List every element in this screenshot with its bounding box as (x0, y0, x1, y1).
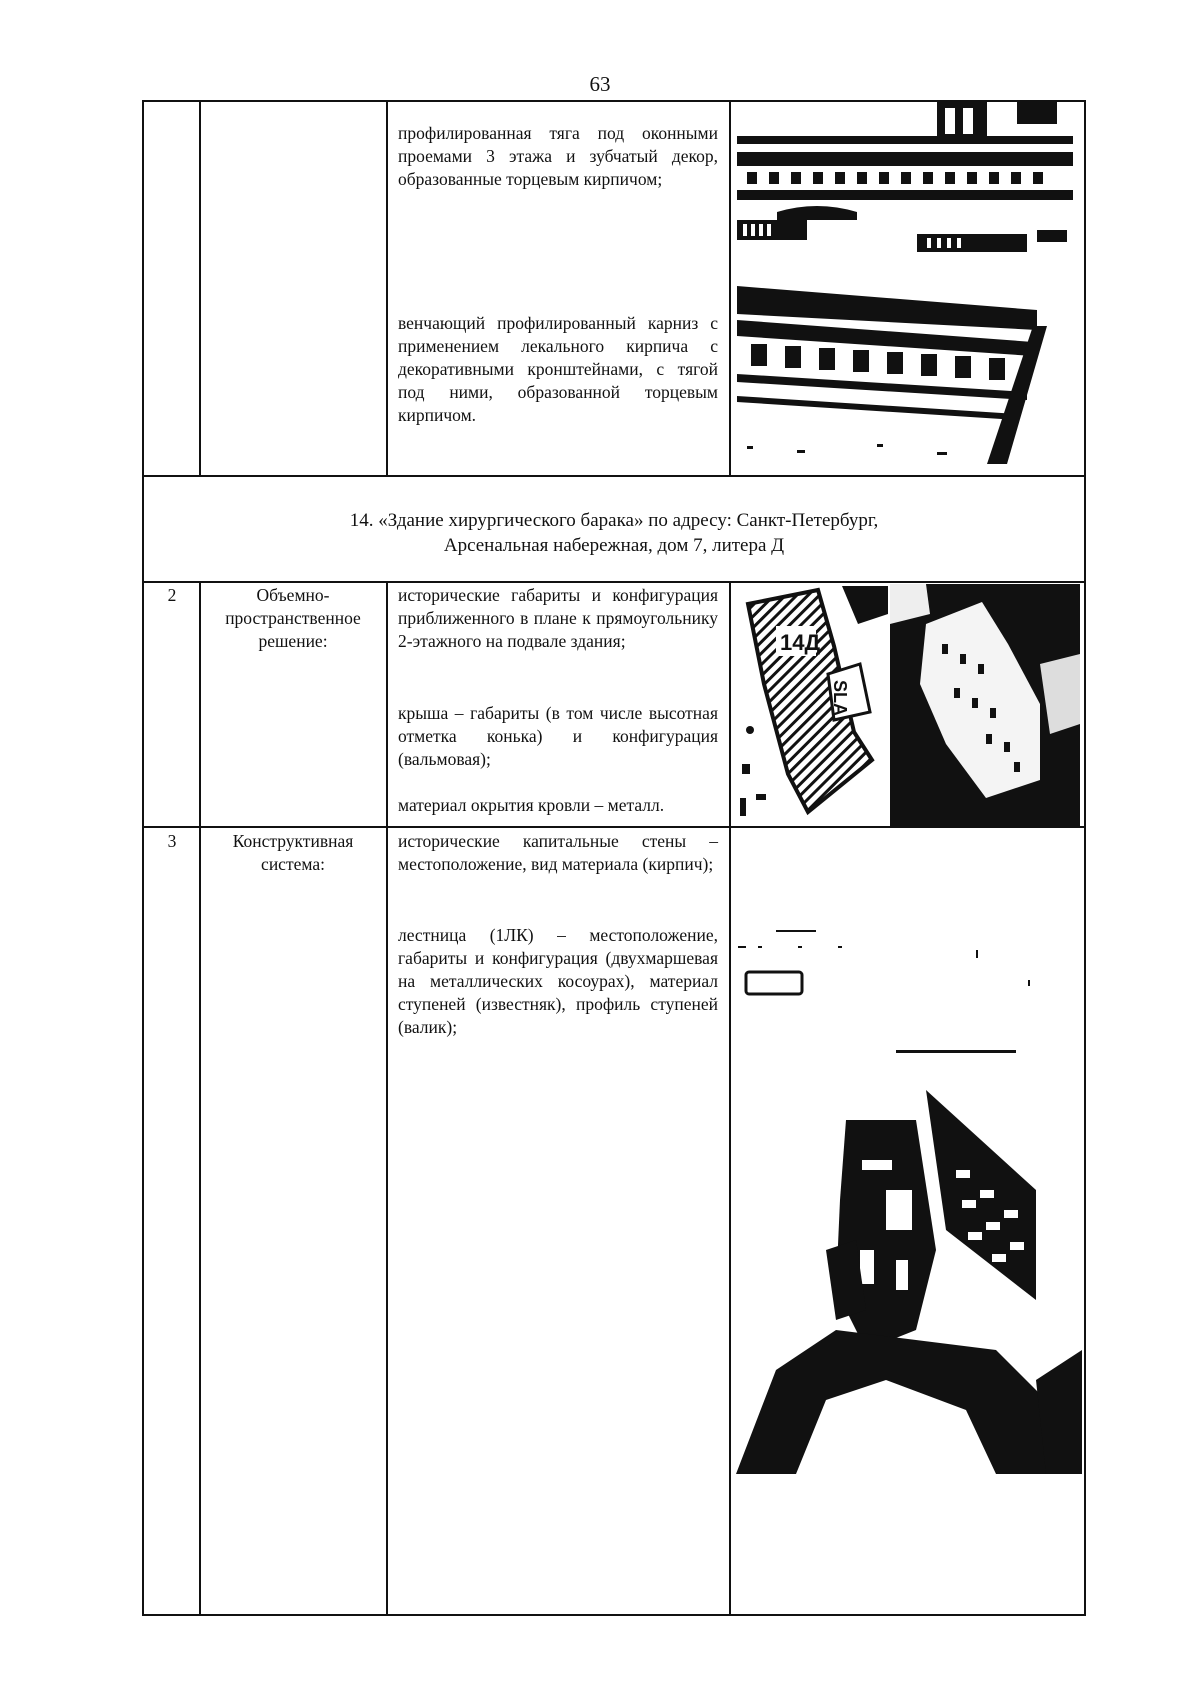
section-title-line-2: Арсенальная набережная, дом 7, литера Д (443, 535, 785, 556)
staircase-photo (736, 1050, 1082, 1474)
map-label-street: SLA (830, 680, 850, 716)
cont-text-1: профилированная тяга под оконными проемами 3 этажа и зубчатый декор, образованные торцевым кирпичом; (398, 123, 718, 189)
col-divider-3b (729, 581, 731, 1616)
col-divider-2 (386, 100, 388, 476)
row-text-1: исторические капитальные стены – местоположение, вид материала (кирпич); (398, 831, 718, 874)
row-name: Конструктивная система: (232, 831, 354, 874)
faint-plan-fragment (738, 920, 1078, 1010)
row-text-1: исторические габариты и конфигурация приближенного в плане к прямоугольнику 2-этажного на подвале здания; (398, 585, 718, 651)
col-divider-1 (199, 100, 201, 476)
aerial-photo (890, 584, 1080, 826)
table-border-bottom (142, 1614, 1086, 1616)
table-border-right (1084, 100, 1086, 1616)
col-divider-3 (729, 100, 731, 476)
row-text-2: крыша – габариты (в том числе высотная отметка конька) и конфигурация (вальмовая); (398, 703, 718, 769)
heritage-table (142, 100, 1086, 1616)
row-divider-section-top (142, 475, 1086, 477)
table-border-left (142, 100, 144, 1616)
photo-cornice (737, 286, 1047, 464)
cont-text-2: венчающий профилированный карниз с применением лекального кирпича с декоративными кронштейнами, с тягой под ними, образованной торцевым кирпичом. (398, 313, 718, 425)
site-plan-map (738, 584, 888, 822)
map-label-14d: 14Д (780, 630, 821, 655)
section-title-line-1: 14. «Здание хирургического барака» по адресу: Санкт-Петербург, (349, 510, 879, 531)
col-divider-1b (199, 581, 201, 1616)
row-text-2: лестница (1ЛК) – местоположение, габариты и конфигурация (двухмаршевая на металлических косоурах), материал ступеней (известняк), профиль ступеней (валик); (398, 925, 718, 1037)
row-text-3: материал окрытия кровли – металл. (398, 795, 665, 815)
row-number: 3 (167, 831, 177, 851)
row-number: 2 (167, 585, 177, 605)
photo-string-course (737, 102, 1073, 258)
page-number: 63 (589, 72, 611, 96)
row-name: Объемно-пространственное решение: (225, 585, 361, 651)
row-divider-section-bottom (142, 581, 1086, 583)
col-divider-2b (386, 581, 388, 1616)
row-divider-3 (142, 826, 1086, 828)
